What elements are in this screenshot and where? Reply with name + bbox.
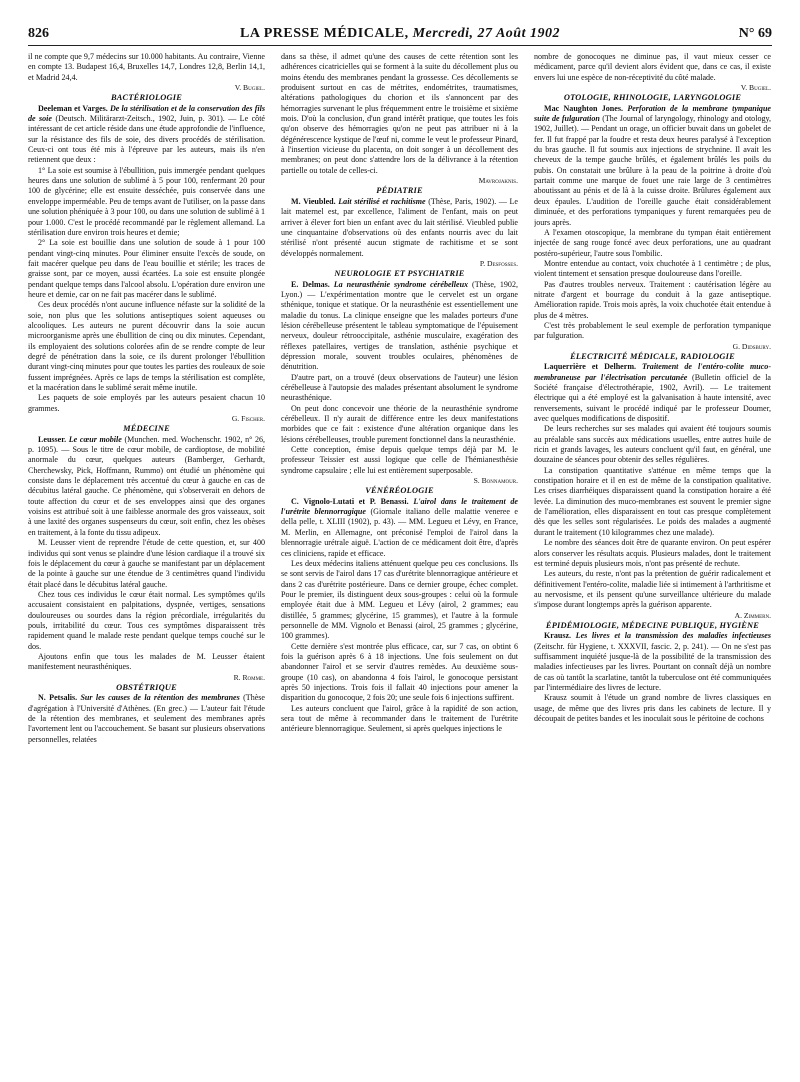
paragraph: On peut donc concevoir une théorie de la neurasthénie syndrome cérébelleux. Il n'y aurait de différence entre les deux manifestations morbides que ce fait : existence d'une altération organique dans les lésions cérébelleuses, trouble purement fonctionnel dans la neurasthénie. — [281, 403, 518, 444]
section-heading: ÉPIDÉMIOLOGIE, MÉDECINE PUBLIQUE, HYGIÈNE — [545, 620, 760, 630]
article-signature: P. Desfosses. — [479, 258, 518, 268]
article-title: Les livres et la transmission des maladies infectieuses — [575, 631, 771, 641]
article-signature: V. Bugiel. — [234, 83, 265, 93]
paragraph: De leurs recherches sur ses malades qui avaient été toujours soumis au préalable sans succès aux médications usuelles, entre autres huile de ricin et grands lavages, les auteurs concluent qu'il faut, en général, une douzaine de séances pour obtenir des selles régulières. — [534, 424, 771, 465]
section-heading: VÉNÉRÉOLOGIE — [365, 486, 434, 496]
paragraph: A l'examen otoscopique, la membrane du tympan était entièrement injectée de sang rouge foncé avec deux perforations, une au quadrant postéro-supérieur, l'autre sous l'ombilic. — [534, 227, 771, 258]
article-summary — [534, 104, 771, 228]
article-author: Leusser. — [38, 434, 67, 444]
running-title — [28, 26, 772, 42]
paragraph: D'autre part, on a trouvé (deux observations de l'auteur) une lésion cérébelleuse à l'autopsie des malades présentant absolument le syndrome neurasthénique. — [281, 372, 518, 403]
issue-date: Mercredi, 27 Août 1902 — [412, 26, 560, 41]
column-middle — [281, 52, 518, 1072]
paragraph: nombre de gonocoques ne diminue pas, il vaut mieux cesser ce médicament, parce qu'il devient alors évident que, dans ce cas, il existe envers lui une espèce de non-réceptivité du côté malade. — [534, 52, 771, 82]
section-heading: BACTÉRIOLOGIE — [110, 93, 182, 103]
paragraph: Cette dernière s'est montrée plus efficace, car, sur 7 cas, on obtint 6 fois la guérison après 6 à 18 injections. Une fois seulement on dut abandonner l'airol et se servir d'autres remèdes. Au deuxième sous-groupe (10 cas), on abandonna 4 fois l'airol, le gonocoque persistant après 50 injections. Trois fois il fallait 40 injections pour amener la disparition du gonocoque, 2 fois 20; une seule fois 6 injections suffirent. — [281, 641, 518, 703]
page-header — [28, 26, 772, 44]
article-signature: G. Didsbury. — [732, 341, 771, 351]
paragraph: 1° La soie est soumise à l'ébullition, puis immergée pendant quelques heures dans une solution de sublimé à 5 pour 100, renfermant 20 pour 100 de glycérine; elle est ensuite desséchée, puis conservée dans une enveloppe imperméable. Peu de temps avant de l'utiliser, on la passe dans une solution phéniquée à 3 pour 100, ou dans une solution de sublimé à 1 pour 1.000. C'est le procédé recommandé par le règlement allemand. La stérilisation dure environ trois heures et demie; — [28, 165, 265, 237]
article-title: Perforation de la membrane tympanique suite de fulguration — [534, 103, 771, 124]
article-author: E. Delmas. — [291, 279, 330, 289]
article-text: (Deutsch. Militärarzt-Zeitsch., 1902, Juin, p. 301). — Le côté intéressant de cet article réside dans une étude approfondie de l'influence, sur la résistance des fils de soie, des divers procédés de stérilisation. Ceux-ci ont tous été mis à l'épreuve par les auteurs, mais ils n'en retiennent que deux : — [28, 114, 265, 165]
paragraph: Les deux médecins italiens atténuent quelque peu ces conclusions. Ils se sont servis de l'airol dans 17 cas d'urétrite blennorragique antérieure et dans 2 cas d'urétrite postérieure. Dans ce dernier groupe, échec complet. Pour le premier, ils distinguent deux sous-groupes : celui où la formule employée était due à MM. Legueu et Lévy (airol, 2 grammes; eau distillée, 5 grammes; glycérine, 15 grammes), et l'autre à la formule personnelle de MM. Vignolo et Benassi (airol, 25 grammes ; glycérine, 100 grammes). — [281, 558, 518, 641]
article-title: Le cœur mobile — [68, 434, 122, 444]
article-text: (Thèse, Paris, 1902). — Le lait maternel est, par excellence, l'aliment de l'enfant, mais on peut arriver à élever fort bien un enfant avec du lait stérilisé. Vieubled publie une cinquantaine d'observations où des enfants nourris avec du lait stérilisé n'ont présenté aucun stigmate de rachitisme et se sont développés normalement. — [281, 196, 518, 258]
section-heading: OBSTÉTRIQUE — [116, 682, 177, 692]
article-signature: S. Bonnamour. — [473, 476, 518, 486]
page-number: 826 — [28, 26, 49, 41]
article-title: Sur les causes de la rétention des membranes — [80, 693, 240, 703]
paragraph: Montre entendue au contact, voix chuchotée à 1 centimètre ; de plus, violent tintement et sensation presque douloureuse dans l'oreille. — [534, 258, 771, 279]
article-text: (Giornale italiano delle malattie veneree e della pelle, t. XLIII (1902), p. 43). — MM. Legueu et Lévy, en France, M. Merlin, en Allemagne, ont préconisé l'emploi de l'airol dans la blennorragie urétrale aiguë. L'action de ce médicament doit être, d'après ces cliniciens, rapide et efficace. — [281, 507, 518, 558]
article-author: C. Vignolo-Lutati et P. Benassi. — [291, 496, 409, 506]
issue-number: N° 69 — [738, 26, 772, 41]
paragraph: Les paquets de soie employés par les auteurs pesaient chacun 10 grammes. — [28, 393, 265, 413]
article-text: (Zeitschr. für Hygiene, t. XXXVII, fascic. 2, p. 241). — On ne s'est pas suffisamment inquiété jusque-là de la possibilité de la transmission des maladies infectieuses par les livres. Pourtant on connaît déjà un nombre de cas où tantôt la scarlatine, tantôt la tuberculose ont été communiquées par l'intermédiaire des livres de lecture. — [534, 641, 771, 692]
paragraph: il ne compte que 9,7 médecins sur 10.000 habitants. Au contraire, Vienne en compte 13. Budapest 16,4, Bruxelles 14,7, Londres 12,8, Berlin 14,1, et Madrid 24,4. — [28, 52, 265, 82]
article-title: La neurasthénie syndrome cérébelleux — [333, 279, 469, 289]
paragraph: Les auteurs, du reste, n'ont pas la prétention de guérir radicalement et définitivement l'entéro-colite, maladie liée si intimement à l'arthritisme et au nervosisme, et ils pensent qu'une surveillance ultérieure du malade s'impose durant longtemps après la guérison apparente. — [534, 569, 771, 610]
article-title: L'airol dans le traitement de l'urétrite blennorragique — [281, 496, 518, 517]
paragraph: dans sa thèse, il admet qu'une des causes de cette rétention sont les adhérences cicatricielles qui se forment à la suite du décollement plus ou moins étendu des membranes pendant la grossesse. Ces décollements se produisent surtout en cas de métrites, endométrites, traumatismes, altérations pathologiques du chorion et ils s'annoncent par des hémorragies survenant le plus fréquemment entre le troisième et sixième mois. D'où la conclusion, d'un grand intérêt pratique, que toutes les fois qu'on observe des hémorragies qu'on ne peut pas attribuer ni à la dégénérescence kystique de l'œuf ni, comme le veut le professeur Pinard, à l'insertion vicieuse du placenta, on doit songer à un décollement des membranes; on peut donc s'attendre lors de la délivrance à la rétention partielle ou totale de celles-ci. — [281, 52, 518, 175]
section-heading: NEUROLOGIE ET PSYCHIATRIE — [334, 269, 465, 279]
article-signature: Mavrojaknis. — [478, 176, 518, 186]
column-left — [28, 52, 265, 1072]
article-author: Krausz. — [544, 631, 572, 641]
paragraph: Krausz soumit à l'étude un grand nombre de livres classiques en usage, de même que des livres pris dans les cabinets de lecture. Il y découpait de petites bandes et les inoculait sous le péritoine de cochons — [534, 693, 771, 723]
article-author: Deeleman et Varges. — [38, 103, 108, 113]
column-right — [534, 52, 771, 1072]
article-signature: G. Fischer. — [231, 414, 265, 424]
article-author: N. Petsalis. — [38, 693, 78, 703]
article-summary — [534, 362, 771, 424]
paragraph: Ces deux procédés n'ont aucune influence néfaste sur la solidité de la soie, non plus que les solutions antiseptiques soient aqueuses ou alcooliques. Les auteurs ne purent découvrir dans la soie aucun microorganisme après une ébullition de cinq ou dix minutes. Cependant, ils employaient des solutions colorées afin de se rendre compte de leur degré de pénétration dans la soie, ce ils durent prolonger l'ébullition durant vingt-cinq minutes pour que toutes les parties des rouleaux de soie fussent imprégnées. Après ce laps de temps la stérilisation est complète, et la macération dans le sublimé serait même inutile. — [28, 300, 265, 392]
journal-name: LA PRESSE MÉDICALE, — [240, 26, 409, 41]
section-heading: ÉLECTRICITÉ MÉDICALE, RADIOLOGIE — [570, 351, 735, 361]
paragraph: M. Leusser vient de reprendre l'étude de cette question, et, sur 400 individus qui sont venus se plaindre d'une lésion cardiaque il a trouvé six fois le déplacement du cœur à gauche se manifestant par un déplacement de la pointe à gauche sur une étendue de 3 centimètres quand l'individu était placé dans le décubitus latéral gauche. — [28, 538, 265, 589]
article-title: De la stérilisation et de la conservation des fils de soie — [28, 103, 265, 124]
article-author: M. Vieubled. — [291, 196, 336, 206]
article-text: (Bulletin officiel de la Société française d'électrothérapie, 1902, Avril). — Le traitement électrique qui a été employé est la galvanisation à haute intensité, avec renversements, suivant le procédé indiqué par le professeur Doumer, avec quelques modifications de dispositif. — [534, 372, 771, 424]
article-summary — [534, 631, 771, 693]
paragraph: Les auteurs concluent que l'airol, grâce à la rapidité de son action, sera tout de même à recommander dans le traitement de l'urétrite antérieure blennorragique. Seulement, si après quelques injections le — [281, 703, 518, 734]
paragraph: La constipation quantitative s'atténue en même temps que la constipation horaire et il en est de même de la constipation qualitative. Les crises diarrhéiques disparaissent quand la constipation horaire a été levée. La diminution des muco-membranes est souvent le premier signe de l'amélioration, elles disparaissent en tout cas presque complètement dès que les selles sont régularisées. Le poids des malades a augmenté durant le traitement (10 kilogrammes chez une malade). — [534, 465, 771, 537]
section-heading: PÉDIATRIE — [376, 186, 423, 196]
article-signature: V. Bugiel. — [740, 83, 771, 93]
article-summary — [281, 497, 518, 559]
paragraph: Pas d'autres troubles nerveux. Traitement : cautérisation légère au nitrate d'argent et bourrage du conduit à la gaze antiseptique. Amélioration rapide. Trois mois après, la voix chuchotée était entendue à plus de 4 mètres. — [534, 279, 771, 320]
paragraph: Cette conception, émise depuis quelque temps déjà par M. le professeur Teissier est aussi logique que celle de l'hémianesthésie syndrome capsulaire ; elle lui est entièrement superposable. — [281, 445, 518, 475]
article-title: Lait stérilisé et rachitisme — [338, 196, 426, 206]
paragraph: Chez tous ces individus le cœur était normal. Les symptômes qu'ils accusaient consistaient en palpitations, dyspnée, vertiges, sensations douloureuses ou sourdes dans la région précordiale, irrégularités du pouls, irritabilité du cœur. Tous ces symptômes disparaissent très rapidement quand le malade reste pendant quelque temps couché sur le dos. — [28, 589, 265, 651]
paragraph: C'est très probablement le seul exemple de perforation tympanique par fulguration. — [534, 320, 771, 341]
article-text: (Munchen. med. Wochenschr. 1902, n° 26, p. 1095). — Sous le titre de cœur mobile, de cardioptose, de mobilité anormale du cœur, quelques auteurs (Bamberger, Gerhardt, Cherchewsky, Pick, Hoffmann, Rummo) ont étudié un phénomène qui consiste dans le déplacement très accentué du cœur à gauche en cas de décubitus latéral gauche. Ce phénomène, qui s'observerait en dehors de toute affection du cœur et de ses enveloppes ainsi que des organes voisins est attribué soit à une faiblesse anormale des gros vaisseaux, soit à une laxité des organes suspenseurs du cœur, soit enfin, chez les obèses en traitement, à la fonte du tissu adipeux. — [28, 434, 265, 537]
article-text: (Thèse d'agrégation à l'Université d'Athènes. (En grec.) — L'auteur fait l'étude de la rétention des membranes, et seulement des membranes après l'avortement lent ou l'accouchement. Se basant sur plusieurs observations personnelles, relatées — [28, 693, 265, 744]
text-columns — [28, 52, 772, 1072]
header-rule — [28, 45, 772, 46]
article-summary — [28, 693, 265, 745]
article-summary — [281, 280, 518, 373]
article-author: Mac Naughton Jones. — [544, 103, 624, 113]
article-summary — [28, 104, 265, 166]
article-text: (The Journal of laryngology, rhinology and otology, 1902, Juillet). — Pendant un orage, un officier buvait dans un gobelet de fer. Il fut frappé par la foudre et resta deux heures paralysé à l'exception du bras gauche. Il fut soumis aux injections de strychnine. Il avait les cheveux de la tempe gauche brûlés, et également brûlés les poils du pubis. On constatait une brûlure à la peau de la poitrine à droite d'où partait comme une marque de fouet une raie large de 3 centimètres aboutissant au pénis et de là à la cuisse droite. Brûlures également aux deux épaules. L'audition de l'oreille gauche était considérablement diminuée, et des perforations tympaniques y furent remarquées peu de jours après. — [534, 114, 771, 227]
paragraph: 2° La soie est bouillie dans une solution de soude à 1 pour 100 pendant vingt-cinq minutes. Pour éliminer ensuite l'excès de soude, on fait macérer quelque peu dans de l'eau bouillie et stérile; les traces de graisse sont, par ce moyen, aussi écartées. La soie est ensuite plongée pendant quelque temps dans l'alcool absolu. L'opération dure environ une heure et demie, car on ne fait pas macérer dans le sublimé. — [28, 238, 265, 299]
article-summary — [281, 197, 518, 259]
paragraph: Ajoutons enfin que tous les malades de M. Leusser étaient manifestement neurasthéniques. — [28, 651, 265, 672]
article-signature: R. Romme. — [233, 672, 265, 682]
article-signature: A. Zimmern. — [734, 610, 771, 620]
article-summary — [28, 435, 265, 538]
article-author: Laquerrière et Delherm. — [544, 362, 637, 372]
article-title: Traitement de l'entéro-colite muco-membraneuse par l'électrisation percutanée — [534, 362, 771, 382]
paragraph: Le nombre des séances doit être de quarante environ. On peut espérer alors conserver les résultats acquis. Plusieurs malades, dont le traitement est terminé depuis plusieurs mois, n'ont pas présenté de rechute. — [534, 538, 771, 568]
article-text: (Thèse, 1902, Lyon.) — L'expérimentation montre que le cervelet est un organe sthénique, tonique et statique. Or la neurasthénie est essentiellement une maladie du tonus. La clinique enseigne que les malades porteurs d'une lésion cérébelleuse présentent le tableau symptomatique de l'épuisement nerveux, douleur rétrooccipitale, asthénie musculaire, exagération des réflexes patellaires, vertiges de translation, asthénie psychique et dépression morale, souvent troubles oculaires, phénomènes de dénutrition. — [281, 279, 518, 372]
section-heading: MÉDECINE — [123, 424, 170, 434]
section-heading: OTOLOGIE, RHINOLOGIE, LARYNGOLOGIE — [563, 93, 742, 103]
